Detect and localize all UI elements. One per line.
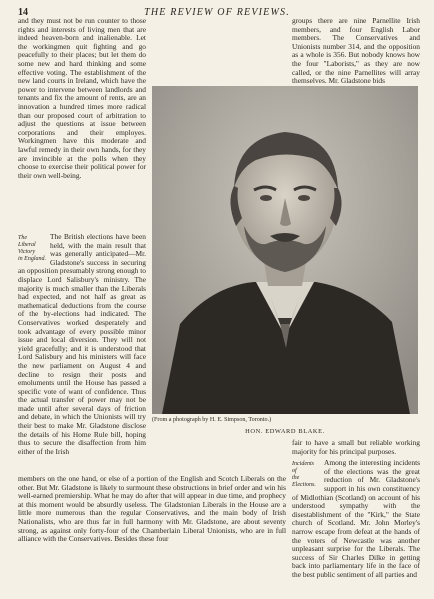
side-note-line: Victory (18, 249, 36, 255)
paragraph-text: The British elections have been held, with the main result that was generally anticipated—Mr. Gladstone's success in securing an opposition presumably strong enough to displace Lord Salisbury's ministry. The majority is much smaller than the Liberals had expected, and not half as great as mathematical deductions from the course of the by-elections had indicated. The Conservatives worked desperately and took advantage of every possible minor issue and local diversion. They will not yield gracefully; and it is understood that Lord Salisbury and his ministers will face the new parliament on August 4 and decline to resign their posts and emoluments until the House has passed a specific vote of want of confidence. Thus the actual transfer of power may not be made until after several days of friction and debate, in which the Unionists will try their best to make Mr. Gladstone disclose the details of his Home Rule bill, hoping thus to secure the disaffection from him either of the Irish (18, 232, 146, 456)
page-number: 14 (18, 7, 28, 18)
side-note-incidents (292, 461, 320, 489)
side-note-line: the (292, 475, 300, 482)
paragraph: groups there are nine Parnellite Irish members, and four English Labor members. The Conservatives and Unionists number 314, and the opposition as a whole is 356. But nobody knows how the four "Laborists," as they are now called, or the nine Parnellites will array themselves. Mr. Gladstone bids (292, 16, 420, 86)
left-column-main (18, 233, 146, 456)
portrait-image (152, 86, 418, 414)
right-column-top (292, 17, 420, 86)
photo-caption: (From a photograph by H. E. Simpson, Toronto.) (152, 417, 272, 423)
left-column-bottom (18, 475, 286, 544)
paragraph-text: Among the interesting incidents of the elections was the great reduction of Mr. Gladstone's support in his own constituency of Midlothian (Scotland) on account of his understood sympathy with the disestablishment of the "Kirk," the State church of Scotland. Mr. John Morley's narrow escape from defeat at the hands of the voters of Newcastle was another unpleasant surprise for the Liberals. The success of Sir Charles Dilke in getting back into parliamentary life in the face of the best public sentiment of all parties and (292, 458, 420, 579)
paragraph: and they must not be run counter to those rights and interests of living men that are indeed heaven-born and inalienable. Let the workingmen quit fighting and go peacefully to their places; but let them do some new and hard thinking and some effective voting. The establishment of the new land courts in Ireland, which have the power to intervene between landlords and tenants and fix the amount of rents, are an innovation a hundred times more radical than our proposed court of arbitration to adjust the questions at issue between corporations and their employes. Workingmen have this moderate and lawful remedy in their own hands, for they are invincible at the polls when they choose to exercise their political power for their own well-being. (18, 16, 146, 180)
left-column-top (18, 17, 146, 180)
side-note-liberal-victory (18, 235, 46, 263)
side-note-line: in England. (18, 256, 46, 262)
right-column-bottom (292, 439, 420, 580)
portrait-photo (152, 86, 418, 414)
side-note-line: Incidents of (292, 461, 314, 475)
paragraph: fair to have a small but reliable working majority for his principal purposes. (292, 438, 420, 456)
photo-subject: HON. EDWARD BLAKE. (245, 428, 325, 435)
paragraph (18, 233, 146, 456)
paragraph (292, 459, 420, 579)
paragraph: members on the one hand, or else of a portion of the English and Scotch Liberals on the other. But Mr. Gladstone is likely to surmount these obstructions in brief order and win his well-earned premiership. What he may do after that will appear in due time, and prophecy at this moment would be absurdly useless. The Gladstonian Liberals in the House are a little more numerous than the regular Conservatives, and the main body of Irish Nationalists, who are thus far in full harmony with Mr. Gladstone, are about seventy strong, as against only forty-four of the Chamberlain Liberal Unionists, who are in full alliance with the Conservatives. Besides these four (18, 474, 286, 544)
running-title: THE REVIEW OF REVIEWS. (144, 7, 290, 18)
side-note-line: The Liberal (18, 235, 36, 248)
side-note-line: Elections. (292, 482, 316, 489)
